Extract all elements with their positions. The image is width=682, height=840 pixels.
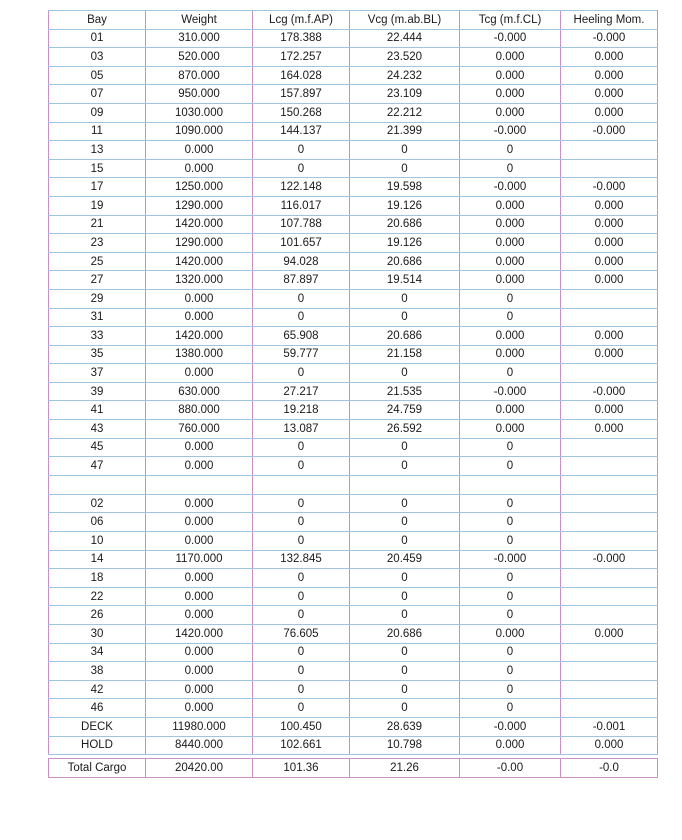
total-row [49, 759, 658, 778]
table-row [49, 513, 658, 532]
lcg-cell: 172.257 [253, 48, 350, 67]
heeling-mom-cell [561, 289, 658, 308]
tcg-cell: 0 [460, 494, 561, 513]
lcg-cell: 0 [253, 494, 350, 513]
table-row [49, 141, 658, 160]
weight-cell: 0.000 [146, 513, 253, 532]
heeling-mom-cell: -0.000 [561, 29, 658, 48]
vcg-cell: 0 [350, 457, 460, 476]
lcg-cell: 94.028 [253, 252, 350, 271]
heeling-mom-cell [561, 680, 658, 699]
weight-cell: 0.000 [146, 308, 253, 327]
vcg-cell: 0 [350, 513, 460, 532]
bay-table [48, 10, 658, 755]
lcg-cell [253, 475, 350, 494]
lcg-cell: 0 [253, 699, 350, 718]
table-row [49, 252, 658, 271]
heeling-mom-cell [561, 569, 658, 588]
weight-cell: 1250.000 [146, 178, 253, 197]
weight-cell: 0.000 [146, 141, 253, 160]
header-vcg: Vcg (m.ab.BL) [350, 11, 460, 30]
table-row [49, 606, 658, 625]
cargo-bay-table [48, 10, 658, 755]
vcg-cell: 20.686 [350, 327, 460, 346]
bay-cell: 14 [49, 550, 146, 569]
table-row [49, 345, 658, 364]
lcg-cell: 59.777 [253, 345, 350, 364]
lcg-cell: 0 [253, 680, 350, 699]
tcg-cell: 0 [460, 606, 561, 625]
bay-cell: 42 [49, 680, 146, 699]
tcg-cell: 0.000 [460, 271, 561, 290]
bay-cell: 29 [49, 289, 146, 308]
lcg-cell: 100.450 [253, 717, 350, 736]
heeling-mom-cell: 0.000 [561, 234, 658, 253]
header-tcg: Tcg (m.f.CL) [460, 11, 561, 30]
heeling-mom-cell: -0.001 [561, 717, 658, 736]
heeling-mom-cell [561, 159, 658, 178]
tcg-cell: 0 [460, 513, 561, 532]
heeling-mom-cell [561, 475, 658, 494]
lcg-cell: 107.788 [253, 215, 350, 234]
tcg-cell: 0.000 [460, 252, 561, 271]
weight-cell: 1030.000 [146, 103, 253, 122]
total-vcg: 21.26 [350, 759, 460, 778]
tcg-cell: 0.000 [460, 401, 561, 420]
heeling-mom-cell [561, 364, 658, 383]
heeling-mom-cell: 0.000 [561, 736, 658, 755]
weight-cell: 0.000 [146, 364, 253, 383]
bay-cell: 39 [49, 382, 146, 401]
weight-cell [146, 475, 253, 494]
lcg-cell: 76.605 [253, 625, 350, 644]
total-label: Total Cargo [49, 759, 146, 778]
table-row [49, 85, 658, 104]
lcg-cell: 164.028 [253, 66, 350, 85]
header-bay: Bay [49, 11, 146, 30]
tcg-cell: 0 [460, 308, 561, 327]
vcg-cell: 20.686 [350, 215, 460, 234]
heeling-mom-cell: -0.000 [561, 382, 658, 401]
vcg-cell: 0 [350, 289, 460, 308]
lcg-cell: 178.388 [253, 29, 350, 48]
bay-cell: 17 [49, 178, 146, 197]
vcg-cell: 19.126 [350, 196, 460, 215]
bay-cell: 22 [49, 587, 146, 606]
tcg-cell: 0 [460, 141, 561, 160]
weight-cell: 880.000 [146, 401, 253, 420]
weight-cell: 0.000 [146, 643, 253, 662]
heeling-mom-cell: -0.000 [561, 178, 658, 197]
bay-cell: 02 [49, 494, 146, 513]
lcg-cell: 0 [253, 643, 350, 662]
tcg-cell: 0.000 [460, 215, 561, 234]
vcg-cell: 0 [350, 494, 460, 513]
bay-cell: 15 [49, 159, 146, 178]
table-row [49, 662, 658, 681]
bay-cell: 41 [49, 401, 146, 420]
vcg-cell: 0 [350, 680, 460, 699]
table-row [49, 457, 658, 476]
bay-cell: 27 [49, 271, 146, 290]
bay-cell: 01 [49, 29, 146, 48]
vcg-cell: 26.592 [350, 420, 460, 439]
tcg-cell: 0.000 [460, 85, 561, 104]
lcg-cell: 0 [253, 308, 350, 327]
lcg-cell: 122.148 [253, 178, 350, 197]
lcg-cell: 0 [253, 438, 350, 457]
weight-cell: 310.000 [146, 29, 253, 48]
lcg-cell: 102.661 [253, 736, 350, 755]
tcg-cell: 0.000 [460, 48, 561, 67]
tcg-cell: 0.000 [460, 103, 561, 122]
table-row [49, 569, 658, 588]
tcg-cell: 0 [460, 159, 561, 178]
table-row [49, 717, 658, 736]
weight-cell: 0.000 [146, 699, 253, 718]
table-row [49, 532, 658, 551]
table-row [49, 215, 658, 234]
lcg-cell: 150.268 [253, 103, 350, 122]
vcg-cell: 0 [350, 643, 460, 662]
tcg-cell: 0 [460, 569, 561, 588]
heeling-mom-cell: 0.000 [561, 85, 658, 104]
total-lcg: 101.36 [253, 759, 350, 778]
table-row [49, 234, 658, 253]
vcg-cell: 0 [350, 662, 460, 681]
bay-cell: 11 [49, 122, 146, 141]
table-row [49, 196, 658, 215]
weight-cell: 1420.000 [146, 215, 253, 234]
vcg-cell: 0 [350, 569, 460, 588]
weight-cell: 0.000 [146, 494, 253, 513]
vcg-cell: 20.686 [350, 252, 460, 271]
weight-cell: 0.000 [146, 457, 253, 476]
lcg-cell: 0 [253, 513, 350, 532]
lcg-cell: 87.897 [253, 271, 350, 290]
weight-cell: 1420.000 [146, 327, 253, 346]
bay-cell: HOLD [49, 736, 146, 755]
vcg-cell: 21.399 [350, 122, 460, 141]
lcg-cell: 157.897 [253, 85, 350, 104]
lcg-cell: 0 [253, 662, 350, 681]
bay-cell: 38 [49, 662, 146, 681]
bay-cell: 30 [49, 625, 146, 644]
table-row [49, 159, 658, 178]
bay-cell: 43 [49, 420, 146, 439]
weight-cell: 1320.000 [146, 271, 253, 290]
lcg-cell: 0 [253, 606, 350, 625]
heeling-mom-cell [561, 643, 658, 662]
lcg-cell: 0 [253, 364, 350, 383]
heeling-mom-cell: 0.000 [561, 625, 658, 644]
table-row [49, 475, 658, 494]
bay-cell: DECK [49, 717, 146, 736]
bay-cell: 05 [49, 66, 146, 85]
weight-cell: 8440.000 [146, 736, 253, 755]
lcg-cell: 0 [253, 532, 350, 551]
heeling-mom-cell [561, 606, 658, 625]
lcg-cell: 101.657 [253, 234, 350, 253]
heeling-mom-cell [561, 513, 658, 532]
weight-cell: 0.000 [146, 606, 253, 625]
total-table [48, 758, 658, 778]
tcg-cell: 0 [460, 699, 561, 718]
heeling-mom-cell [561, 699, 658, 718]
vcg-cell: 0 [350, 159, 460, 178]
heeling-mom-cell [561, 457, 658, 476]
tcg-cell: 0.000 [460, 327, 561, 346]
lcg-cell: 0 [253, 289, 350, 308]
weight-cell: 520.000 [146, 48, 253, 67]
weight-cell: 1290.000 [146, 234, 253, 253]
total-weight: 20420.00 [146, 759, 253, 778]
tcg-cell: 0.000 [460, 625, 561, 644]
bay-cell: 10 [49, 532, 146, 551]
vcg-cell: 0 [350, 364, 460, 383]
bay-cell: 46 [49, 699, 146, 718]
heeling-mom-cell [561, 532, 658, 551]
bay-cell: 07 [49, 85, 146, 104]
weight-cell: 630.000 [146, 382, 253, 401]
weight-cell: 0.000 [146, 159, 253, 178]
bay-cell: 18 [49, 569, 146, 588]
weight-cell: 0.000 [146, 662, 253, 681]
bay-cell: 09 [49, 103, 146, 122]
tcg-cell: 0 [460, 680, 561, 699]
weight-cell: 950.000 [146, 85, 253, 104]
weight-cell: 0.000 [146, 680, 253, 699]
weight-cell: 0.000 [146, 587, 253, 606]
heeling-mom-cell: 0.000 [561, 420, 658, 439]
heeling-mom-cell: 0.000 [561, 345, 658, 364]
heeling-mom-cell: 0.000 [561, 252, 658, 271]
vcg-cell: 20.686 [350, 625, 460, 644]
table-row [49, 48, 658, 67]
bay-cell: 19 [49, 196, 146, 215]
tcg-cell: -0.000 [460, 178, 561, 197]
header-lcg: Lcg (m.f.AP) [253, 11, 350, 30]
table-row [49, 289, 658, 308]
table-row [49, 401, 658, 420]
bay-cell: 26 [49, 606, 146, 625]
heeling-mom-cell [561, 662, 658, 681]
table-row [49, 308, 658, 327]
table-row [49, 550, 658, 569]
vcg-cell: 21.535 [350, 382, 460, 401]
bay-cell: 23 [49, 234, 146, 253]
lcg-cell: 0 [253, 159, 350, 178]
table-row [49, 438, 658, 457]
vcg-cell: 24.232 [350, 66, 460, 85]
lcg-cell: 132.845 [253, 550, 350, 569]
lcg-cell: 0 [253, 457, 350, 476]
heeling-mom-cell [561, 587, 658, 606]
tcg-cell: 0.000 [460, 345, 561, 364]
vcg-cell: 10.798 [350, 736, 460, 755]
vcg-cell: 23.109 [350, 85, 460, 104]
bay-cell: 06 [49, 513, 146, 532]
vcg-cell: 28.639 [350, 717, 460, 736]
vcg-cell: 0 [350, 587, 460, 606]
tcg-cell: 0 [460, 587, 561, 606]
heeling-mom-cell: 0.000 [561, 48, 658, 67]
table-row [49, 494, 658, 513]
bay-cell: 31 [49, 308, 146, 327]
tcg-cell: -0.000 [460, 29, 561, 48]
total-cargo-summary [48, 758, 658, 778]
table-row [49, 66, 658, 85]
bay-cell: 47 [49, 457, 146, 476]
vcg-cell: 23.520 [350, 48, 460, 67]
weight-cell: 760.000 [146, 420, 253, 439]
bay-cell: 25 [49, 252, 146, 271]
tcg-cell: 0 [460, 364, 561, 383]
heeling-mom-cell: 0.000 [561, 103, 658, 122]
total-tcg: -0.00 [460, 759, 561, 778]
header-heeling-mom: Heeling Mom. [561, 11, 658, 30]
weight-cell: 11980.000 [146, 717, 253, 736]
table-row [49, 587, 658, 606]
vcg-cell: 19.598 [350, 178, 460, 197]
weight-cell: 0.000 [146, 438, 253, 457]
vcg-cell: 21.158 [350, 345, 460, 364]
bay-cell: 45 [49, 438, 146, 457]
vcg-cell: 0 [350, 438, 460, 457]
table-row [49, 736, 658, 755]
vcg-cell: 19.514 [350, 271, 460, 290]
bay-cell: 13 [49, 141, 146, 160]
heeling-mom-cell: 0.000 [561, 327, 658, 346]
tcg-cell: 0 [460, 289, 561, 308]
heeling-mom-cell: 0.000 [561, 401, 658, 420]
vcg-cell: 0 [350, 699, 460, 718]
weight-cell: 1380.000 [146, 345, 253, 364]
lcg-cell: 0 [253, 141, 350, 160]
vcg-cell: 20.459 [350, 550, 460, 569]
tcg-cell: 0.000 [460, 234, 561, 253]
table-row [49, 643, 658, 662]
weight-cell: 1290.000 [146, 196, 253, 215]
tcg-cell: 0 [460, 662, 561, 681]
table-row [49, 680, 658, 699]
table-row [49, 625, 658, 644]
heeling-mom-cell: 0.000 [561, 271, 658, 290]
weight-cell: 0.000 [146, 569, 253, 588]
vcg-cell: 19.126 [350, 234, 460, 253]
lcg-cell: 144.137 [253, 122, 350, 141]
tcg-cell: 0 [460, 643, 561, 662]
table-body [49, 29, 658, 755]
tcg-cell: -0.000 [460, 550, 561, 569]
lcg-cell: 0 [253, 587, 350, 606]
lcg-cell: 0 [253, 569, 350, 588]
weight-cell: 1420.000 [146, 625, 253, 644]
weight-cell: 0.000 [146, 532, 253, 551]
heeling-mom-cell [561, 438, 658, 457]
tcg-cell: 0 [460, 457, 561, 476]
vcg-cell: 0 [350, 141, 460, 160]
weight-cell: 870.000 [146, 66, 253, 85]
weight-cell: 1090.000 [146, 122, 253, 141]
header-weight: Weight [146, 11, 253, 30]
vcg-cell: 22.212 [350, 103, 460, 122]
header-row [49, 11, 658, 30]
tcg-cell: 0 [460, 532, 561, 551]
heeling-mom-cell: 0.000 [561, 196, 658, 215]
heeling-mom-cell: -0.000 [561, 550, 658, 569]
table-row [49, 103, 658, 122]
table-row [49, 364, 658, 383]
weight-cell: 1170.000 [146, 550, 253, 569]
table-row [49, 699, 658, 718]
lcg-cell: 116.017 [253, 196, 350, 215]
heeling-mom-cell [561, 308, 658, 327]
tcg-cell: 0.000 [460, 66, 561, 85]
lcg-cell: 65.908 [253, 327, 350, 346]
bay-cell: 35 [49, 345, 146, 364]
total-heeling-mom: -0.0 [561, 759, 658, 778]
heeling-mom-cell [561, 141, 658, 160]
tcg-cell: -0.000 [460, 122, 561, 141]
vcg-cell: 0 [350, 308, 460, 327]
table-row [49, 178, 658, 197]
tcg-cell: -0.000 [460, 717, 561, 736]
bay-cell: 34 [49, 643, 146, 662]
table-row [49, 327, 658, 346]
table-row [49, 122, 658, 141]
tcg-cell [460, 475, 561, 494]
tcg-cell: 0.000 [460, 420, 561, 439]
table-row [49, 271, 658, 290]
table-row [49, 29, 658, 48]
vcg-cell [350, 475, 460, 494]
heeling-mom-cell: 0.000 [561, 215, 658, 234]
vcg-cell: 24.759 [350, 401, 460, 420]
lcg-cell: 27.217 [253, 382, 350, 401]
bay-cell: 21 [49, 215, 146, 234]
bay-cell [49, 475, 146, 494]
tcg-cell: 0 [460, 438, 561, 457]
tcg-cell: 0.000 [460, 736, 561, 755]
weight-cell: 0.000 [146, 289, 253, 308]
lcg-cell: 19.218 [253, 401, 350, 420]
bay-cell: 37 [49, 364, 146, 383]
vcg-cell: 22.444 [350, 29, 460, 48]
tcg-cell: -0.000 [460, 382, 561, 401]
weight-cell: 1420.000 [146, 252, 253, 271]
bay-cell: 03 [49, 48, 146, 67]
table-row [49, 382, 658, 401]
vcg-cell: 0 [350, 606, 460, 625]
heeling-mom-cell: 0.000 [561, 66, 658, 85]
table-row [49, 420, 658, 439]
vcg-cell: 0 [350, 532, 460, 551]
heeling-mom-cell [561, 494, 658, 513]
bay-cell: 33 [49, 327, 146, 346]
heeling-mom-cell: -0.000 [561, 122, 658, 141]
tcg-cell: 0.000 [460, 196, 561, 215]
lcg-cell: 13.087 [253, 420, 350, 439]
